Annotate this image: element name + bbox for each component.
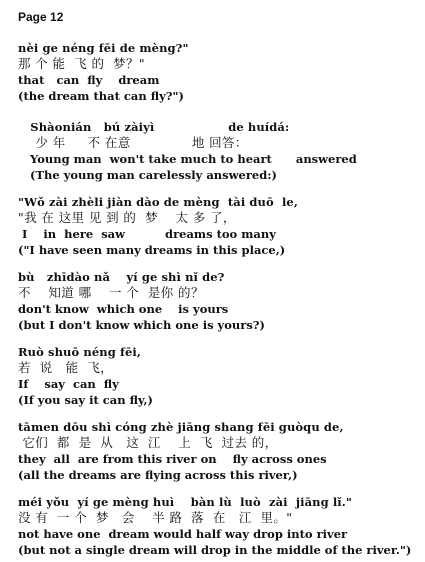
pinyin-line: nèi ge néng fēi de mèng?"	[18, 41, 189, 55]
pinyin-line: tāmen dōu shì cóng zhè jiāng shang fēi guòqu de,	[18, 420, 344, 434]
stanza-6	[18, 419, 418, 483]
hanzi-line: 少 年 不 在意 地 回答：	[18, 135, 248, 150]
hanzi-line: 没 有 一 个 梦 会 半 路 落 在 江 里。"	[18, 510, 293, 525]
pinyin-line: Shàonián bú zàiyì de huídá:	[18, 120, 290, 134]
gloss-line: (If you say it can fly,)	[18, 393, 153, 407]
gloss-line: (The young man carelessly answered:)	[18, 168, 277, 182]
gloss-line: (the dream that can fly?")	[18, 89, 184, 103]
hanzi-line: 它们 都 是 从 这 江 上 飞 过去 的，	[18, 435, 278, 450]
english-line: If say can fly	[18, 377, 119, 391]
pinyin-line: Ruò shuō néng fēi,	[18, 345, 141, 359]
hanzi-line: "我 在 这里 见 到 的 梦 太 多 了，	[18, 210, 236, 225]
hanzi-line: 若 说 能 飞，	[18, 360, 114, 375]
pinyin-line: méi yǒu yí ge mèng huì bàn lù luò zài jiāng lǐ."	[18, 495, 352, 509]
gloss-line: ("I have seen many dreams in this place,)	[18, 243, 286, 257]
pinyin-line: bù zhīdào nǎ yí ge shì nǐ de?	[18, 270, 225, 284]
page-header: Page 12	[18, 10, 64, 24]
english-line: Young man won't take much to heart answered	[18, 152, 357, 166]
gloss-line: (but not a single dream will drop in the middle of the river.")	[18, 543, 412, 557]
english-line: don't know which one is yours	[18, 302, 229, 316]
hanzi-line: 那 个 能 飞 的 梦？"	[18, 56, 146, 71]
gloss-line: (but I don't know which one is yours?)	[18, 318, 265, 332]
english-line: they all are from this river on fly across ones	[18, 452, 327, 466]
hanzi-line: 不 知道 哪 一 个 是你 的？	[18, 285, 204, 300]
english-line: that can fly dream	[18, 73, 160, 87]
stanza-2	[18, 119, 418, 183]
stanza-5	[18, 344, 418, 408]
english-line: I in here saw dreams too many	[18, 227, 276, 241]
gloss-line: (all the dreams are flying across this river,)	[18, 468, 298, 482]
stanza-3	[18, 194, 418, 258]
stanza-4	[18, 269, 418, 333]
stanza-7	[18, 494, 418, 558]
pinyin-line: "Wǒ zài zhèli jiàn dào de mèng tài duō le,	[18, 195, 298, 209]
stanza-1	[18, 40, 418, 104]
english-line: not have one dream would half way drop into river	[18, 527, 348, 541]
